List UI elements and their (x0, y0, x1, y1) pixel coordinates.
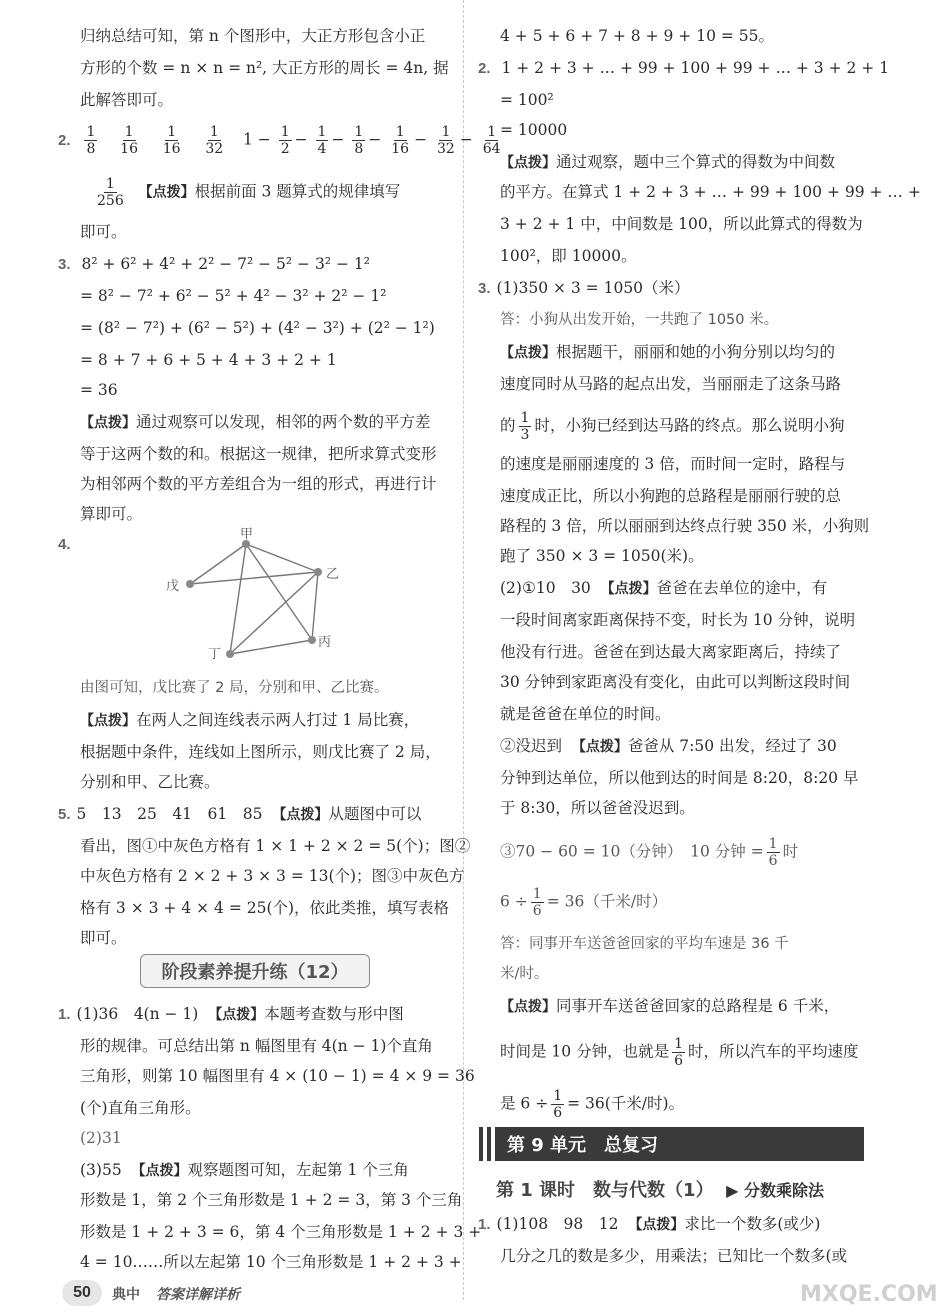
tip-line: 【点拨】通过观察，题中三个算式的得数为中间数 (500, 153, 836, 171)
tip-line: 速度同时从马路的起点出发，当丽丽走了这条马路 (500, 375, 842, 393)
math-line: = 8 + 7 + 6 + 5 + 4 + 3 + 2 + 1 (80, 351, 337, 369)
node-label: 丁 (208, 647, 222, 662)
lesson-tag: ▶ 分数乘除法 (726, 1181, 825, 1200)
fraction: $\frac{1}{6}$ (768, 836, 778, 869)
fraction: $\frac{1}{64}$ (482, 124, 501, 157)
tip-line: 即可。 (80, 929, 127, 947)
text-line: ②没迟到 【点拨】爸爸从 7:50 出发，经过了 30 (500, 737, 837, 755)
text-line: 一段时间离家距离保持不变，时长为 10 分钟，说明 (500, 611, 856, 629)
match-diagram (158, 528, 408, 668)
node-label: 甲 (240, 527, 254, 542)
tip-line: 为相邻两个数的平方差组合为一组的形式，再进行计 (80, 475, 437, 493)
math-line: = 10000 (500, 121, 568, 139)
math-line: = 8² − 7² + 6² − 5² + 4² − 3² + 2² − 1² (80, 287, 387, 305)
lesson-title: 第 1 课时 数与代数（1） ▶ 分数乘除法 (496, 1180, 825, 1201)
tip-line: 根据题中条件，连线如上图所示，则戊比赛了 2 局， (80, 743, 441, 761)
text-line: 4 = 10……所以左起第 10 个三角形数是 1 + 2 + 3 + (80, 1253, 462, 1271)
text-line: 分钟到达单位，所以他到达的时间是 8:20，8:20 早 (500, 769, 859, 787)
tip-line: 分别和甲、乙比赛。 (80, 773, 220, 791)
fraction: $\frac{1}{2}$ (280, 124, 290, 157)
answer-line: 答：同事开车送爸爸回家的平均车速是 36 千 (500, 936, 789, 952)
question-2-right: 2. 1 + 2 + 3 + … + 99 + 100 + 99 + … + 3 + 2 + 1 (478, 59, 890, 77)
text-line: 此解答即可。 (80, 91, 174, 109)
text-line: 几分之几的数是多少，用乘法；已知比一个数多(或 (500, 1247, 848, 1265)
tip-line: 的速度是丽丽速度的 3 倍，而时间一定时，路程与 (500, 455, 846, 473)
tip-line: 【点拨】同事开车送爸爸回家的总路程是 6 千米， (500, 997, 840, 1015)
fraction: $\frac{1}{16}$ (120, 124, 138, 157)
text-line: 三角形，则第 10 幅图里有 4 × (10 − 1) = 4 × 9 = 36 (80, 1067, 475, 1085)
fraction: $\frac{1}{6}$ (674, 1036, 683, 1069)
fraction: $\frac{1}{8}$ (354, 124, 364, 157)
question-4-number: 4. (58, 536, 71, 553)
unit-title: 第 9 单元 总复习 (507, 1135, 659, 1156)
text-line: 形数是 1 + 2 + 3 = 6，第 4 个三角形数是 1 + 2 + 3 + (80, 1223, 482, 1241)
answer-line: 由图可知，戊比赛了 2 局，分别和甲、乙比赛。 (80, 680, 389, 696)
math-line: 6 ÷ $\frac{1}{6}$ = 36（千米/时） (500, 886, 668, 919)
watermark: MXQE.COM (800, 1282, 938, 1307)
fraction: $\frac{1}{32}$ (205, 124, 224, 157)
node-yi (314, 568, 322, 576)
math-line: = 36 (80, 381, 118, 399)
tip-line: 100²，即 10000。 (500, 247, 637, 265)
text-line: 方形的个数 = n × n = n², 大正方形的周长 = 4n, 据 (80, 59, 449, 77)
question-2-tip: $\frac{1}{256}$ 【点拨】根据前面 3 题算式的规律填写 (97, 176, 401, 209)
tip-line: 是 6 ÷ $\frac{1}{6}$ = 36(千米/时)。 (500, 1088, 685, 1121)
fraction: $\frac{1}{16}$ (391, 124, 410, 157)
stage-section-title: 阶段素养提升练（12） (140, 954, 370, 988)
tip-line: 路程的 3 倍，所以丽丽到达终点行驶 350 米，小狗则 (500, 517, 870, 535)
node-bing (308, 636, 316, 644)
stage-question-1: 1. (1)36 4(n − 1) 【点拨】本题考查数与形中图 (58, 1005, 404, 1023)
text-line: (3)55 【点拨】观察题图可知，左起第 1 个三角 (80, 1161, 409, 1179)
fraction: $\frac{1}{4}$ (317, 124, 327, 157)
tip-line: 格有 3 × 3 + 4 × 4 = 25(个)，依此类推，填写表格 (80, 899, 450, 917)
tip-line: 【点拨】通过观察可以发现，相邻的两个数的平方差 (80, 413, 431, 431)
node-ding (226, 650, 234, 658)
text-line: 形的规律。可总结出第 n 幅图里有 4(n − 1)个直角 (80, 1037, 433, 1055)
node-label: 戊 (166, 579, 180, 594)
text-line: 他没有行进。爸爸在到达最大离家距离后，持续了 (500, 643, 842, 661)
tip-line: 算即可。 (80, 505, 143, 523)
fraction: $\frac{1}{8}$ (86, 124, 96, 157)
page-number: 50 (62, 1280, 102, 1306)
footer-title: 答案详解详析 (156, 1287, 240, 1303)
tip-line: 的平方。在算式 1 + 2 + 3 + … + 99 + 100 + 99 + … + (500, 183, 921, 201)
column-divider (463, 0, 464, 1300)
node-wu (186, 580, 194, 588)
brand-logo: 典中 (112, 1287, 140, 1303)
question-3: 3. 8² + 6² + 4² + 2² − 7² − 5² − 3² − 1² (58, 255, 370, 273)
unit-question-1: 1. (1)108 98 12 【点拨】求比一个数多(或少) (478, 1215, 821, 1233)
text-line: (2)31 (80, 1129, 122, 1147)
tip-line: 速度成正比，所以小狗跑的总路程是丽丽行驶的总 (500, 487, 842, 505)
math-line: 4 + 5 + 6 + 7 + 8 + 9 + 10 = 55。 (500, 27, 775, 45)
tip-line: 看出，图①中灰色方格有 1 × 1 + 2 × 2 = 5(个)；图② (80, 837, 471, 855)
tip-line: 跑了 350 × 3 = 1050(米)。 (500, 547, 704, 565)
text-line: (个)直角三角形。 (80, 1099, 201, 1117)
fraction: $\frac{1}{3}$ (520, 410, 530, 443)
math-line: = 100² (500, 91, 554, 109)
text-line: 于 8:30，所以爸爸没迟到。 (500, 799, 695, 817)
node-label: 丙 (318, 635, 332, 650)
text-line: 30 分钟到家距离没有变化，由此可以判断这段时间 (500, 673, 851, 691)
tip-line: 3 + 2 + 1 中，中间数是 100，所以此算式的得数为 (500, 215, 863, 233)
answer-line: 米/时。 (500, 966, 549, 982)
fraction: $\frac{1}{6}$ (532, 886, 542, 919)
answer-line: 答：小狗从出发开始，一共跑了 1050 米。 (500, 312, 779, 328)
fraction: $\frac{1}{6}$ (553, 1088, 563, 1121)
tip-line: 时间是 10 分钟，也就是 $\frac{1}{6}$ 时，所以汽车的平均速度 (500, 1036, 859, 1069)
text-line: 归纳总结可知，第 n 个图形中，大正方形包含小正 (80, 27, 426, 45)
tip-line: 中灰色方格有 2 × 2 + 3 × 3 = 13(个)；图③中灰色方 (80, 867, 465, 885)
tip-line: 的 $\frac{1}{3}$ 时，小狗已经到达马路的终点。那么说明小狗 (500, 410, 845, 443)
text-line: 即可。 (80, 223, 127, 241)
tip-line: 等于这两个数的和。根据这一规律，把所求算式变形 (80, 445, 437, 463)
question-number: 2. (58, 131, 71, 149)
text-line: 形数是 1，第 2 个三角形数是 1 + 2 = 3，第 3 个三角 (80, 1191, 463, 1209)
math-line: = (8² − 7²) + (6² − 5²) + (4² − 3²) + (2² − 1²) (80, 319, 435, 337)
text-line: 就是爸爸在单位的时间。 (500, 705, 671, 723)
node-label: 乙 (326, 567, 340, 582)
question-2: 2. $\frac{1}{8}$ $\frac{1}{16}$ $\frac{1}{16}$ $\frac{1}{32}$ 1 − $\frac{1}{2}$ − $\frac{1}{4}$ − $\frac{1}{8}$ − $\frac{1}{16}$ − $\frac{1}{32}$ − $\frac{1}{64}$ (58, 124, 501, 157)
question-3-right: 3. (1)350 × 3 = 1050（米） (478, 279, 690, 297)
tip-line: 【点拨】在两人之间连线表示两人打过 1 局比赛， (80, 711, 420, 729)
fraction: $\frac{1}{256}$ (97, 176, 124, 209)
fraction: $\frac{1}{16}$ (162, 124, 181, 157)
question-5: 5. 5 13 25 41 61 85 【点拨】从题图中可以 (58, 805, 422, 823)
unit-header-bar (479, 1127, 864, 1161)
text-line: (2)①10 30 【点拨】爸爸在去单位的途中，有 (500, 579, 828, 597)
fraction: $\frac{1}{32}$ (436, 124, 455, 157)
tip-line: 【点拨】根据题干，丽丽和她的小狗分别以均匀的 (500, 343, 836, 361)
math-line: ③70 − 60 = 10（分钟） 10 分钟 = $\frac{1}{6}$ 时 (500, 836, 799, 869)
